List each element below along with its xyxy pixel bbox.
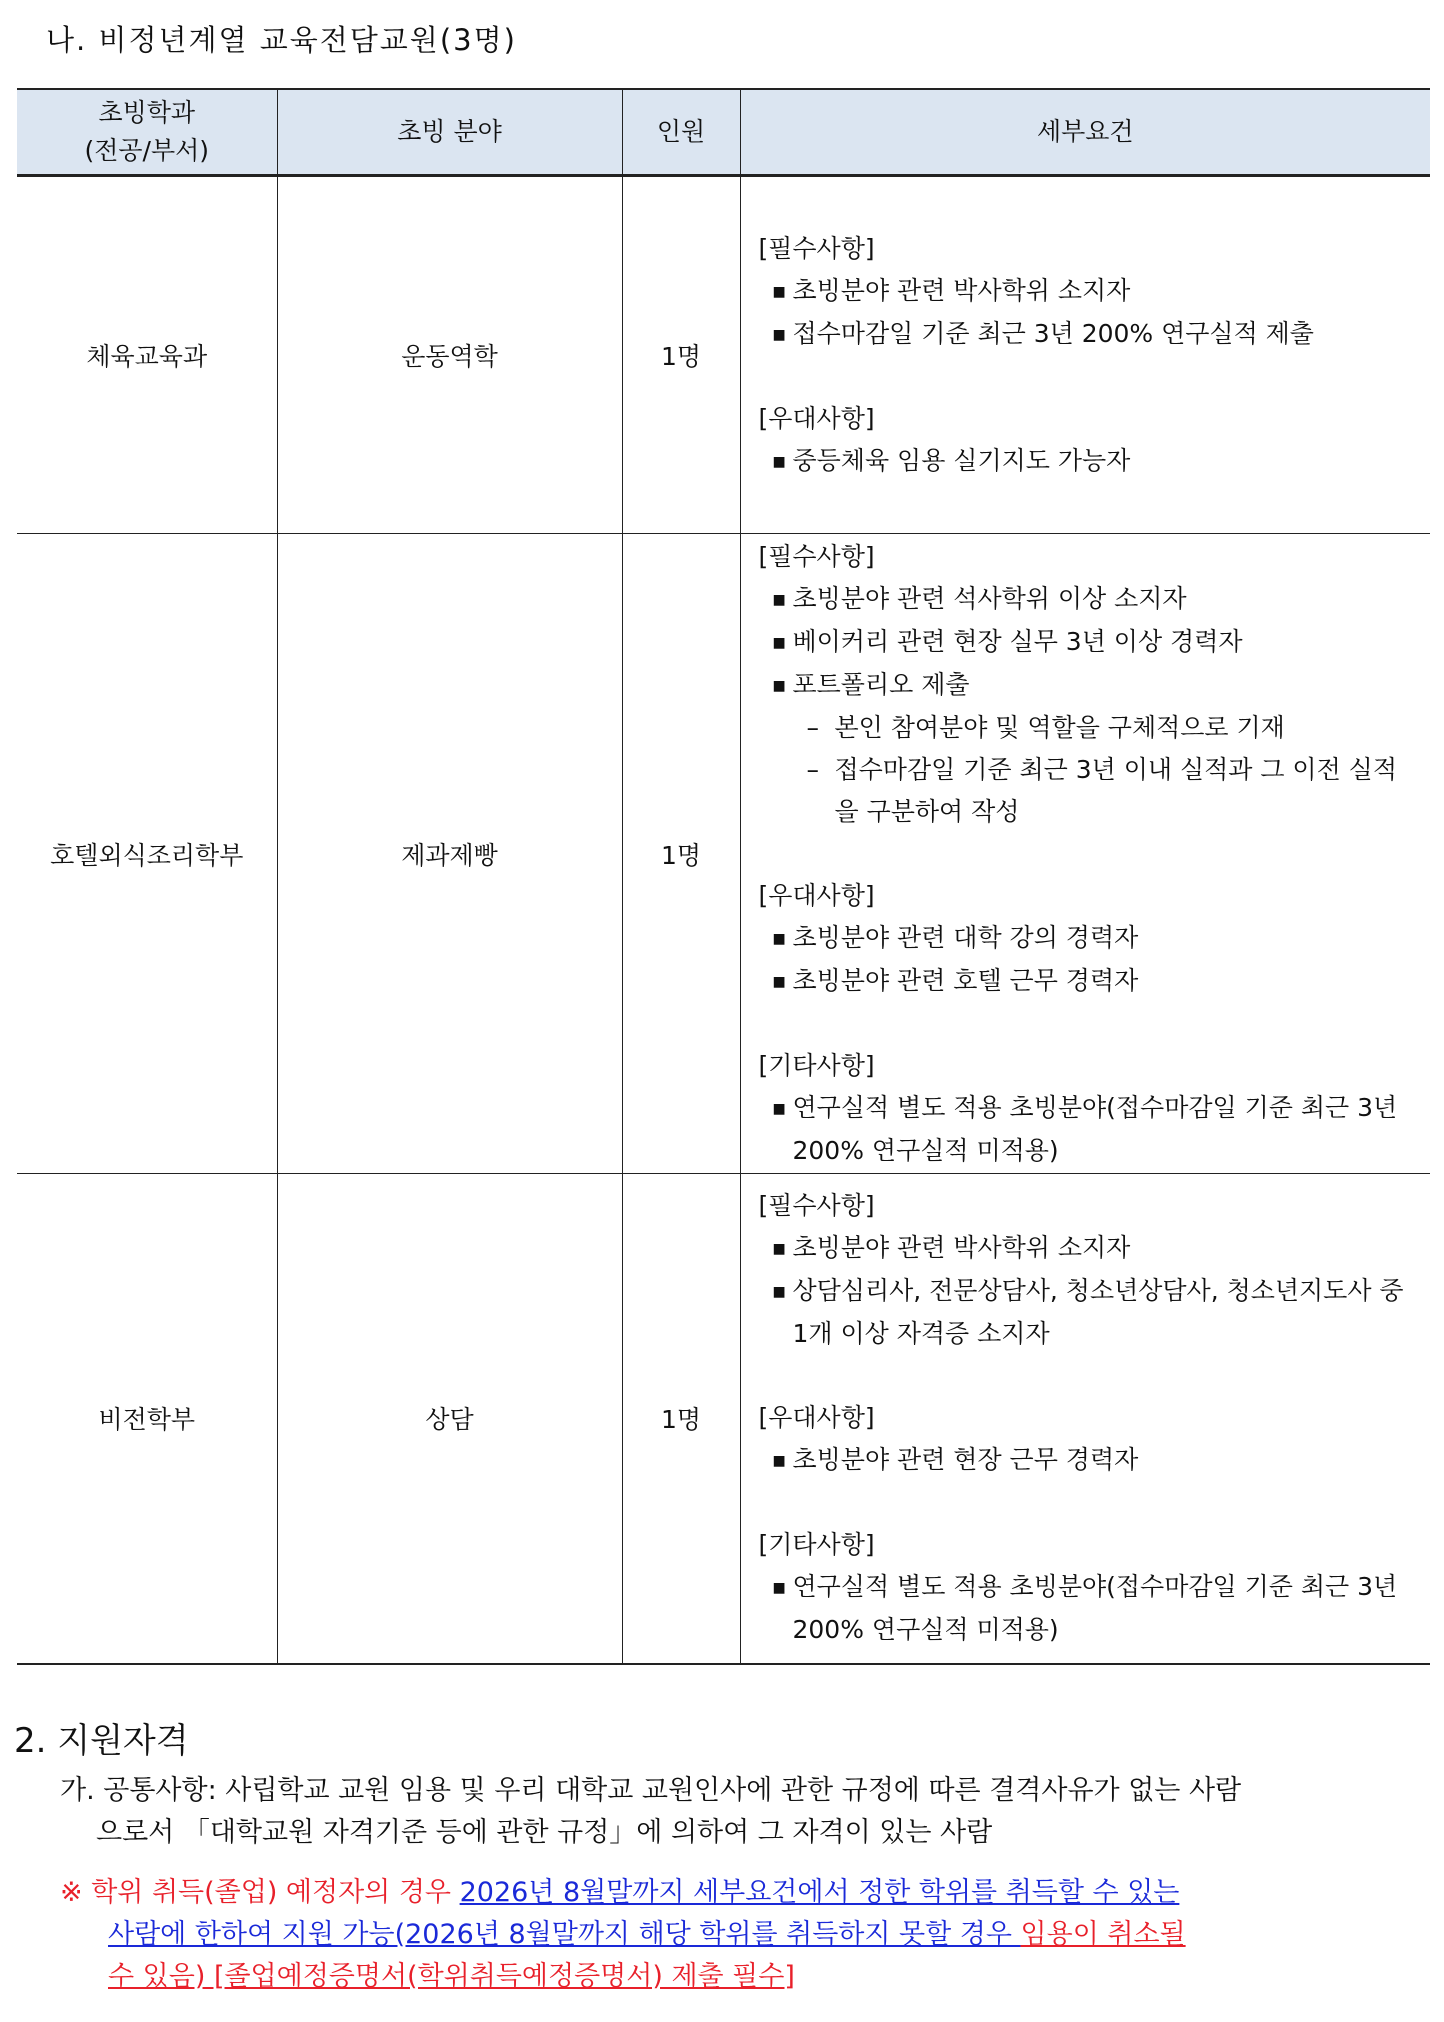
square-bullet-icon: ■: [772, 1100, 786, 1117]
dash-item: [759, 707, 1421, 749]
item-text: 초빙분야 관련 박사학위 소지자: [792, 275, 1131, 305]
header-requirements: 세부요건: [740, 89, 1430, 176]
cell-requirements: [740, 534, 1430, 1174]
note-blue-text-2: 사람에 한하여 지원 가능(2026년 8월말까지 해당 학위를 취득하지 못할 경우: [108, 1919, 1021, 1950]
cell-count: 1명: [622, 176, 740, 534]
section-title: 나. 비정년계열 교육전담교원(3명): [46, 23, 517, 57]
item-text: 연구실적 별도 적용 초빙분야(접수마감일 기준 최근 3년 200% 연구실적 미적용): [792, 1092, 1398, 1165]
qualification-heading: 2. 지원자격: [14, 1721, 189, 1761]
dash-item: [759, 749, 1421, 833]
requirement-group-title: [필수사항]: [758, 233, 875, 263]
bullet-item: [759, 1227, 1421, 1270]
square-bullet-icon: ■: [772, 591, 786, 608]
note-red-text-1: 학위 취득(졸업) 예정자의 경우: [82, 1877, 460, 1908]
dash-marker-icon: –: [806, 754, 819, 784]
cell-count: 1명: [622, 1174, 740, 1664]
bullet-item: [759, 621, 1421, 664]
item-text: 베이커리 관련 현장 실무 3년 이상 경력자: [792, 626, 1243, 656]
requirement-group-title: [필수사항]: [758, 1191, 875, 1221]
table-row: [17, 1174, 1430, 1664]
square-bullet-icon: ■: [772, 283, 786, 300]
item-text: 본인 참여분야 및 역할을 구체적으로 기재: [834, 712, 1285, 742]
requirement-group-title: [우대사항]: [758, 403, 875, 433]
requirement-group-title: [필수사항]: [758, 541, 875, 571]
common-text-line1: 사립학교 교원 임용 및 우리 대학교 교원인사에 관한 규정에 따른 결격사유가 없는 사람: [216, 1775, 1242, 1806]
item-text: 초빙분야 관련 박사학위 소지자: [792, 1233, 1131, 1263]
note-red-text-2: 임용이 취소될: [1020, 1919, 1186, 1950]
group-spacer: [759, 1482, 1421, 1524]
header-count: 인원: [622, 89, 740, 176]
reference-mark-icon: ※: [60, 1877, 83, 1908]
item-text: 포트폴리오 제출: [792, 669, 970, 699]
item-text: 중등체육 임용 실기지도 가능자: [792, 445, 1131, 475]
dash-marker-icon: –: [806, 712, 819, 742]
cell-dept: 호텔외식조리학부: [17, 534, 277, 1174]
common-label: 가. 공통사항:: [60, 1775, 217, 1806]
bullet-item: [759, 1270, 1421, 1355]
requirement-group-title: [기타사항]: [758, 1530, 875, 1560]
square-bullet-icon: ■: [772, 453, 786, 470]
requirement-group-title: [우대사항]: [758, 880, 875, 910]
common-text-line2: 으로서 「대학교원 자격기준 등에 관한 규정」에 의하여 그 자격이 있는 사람: [96, 1817, 993, 1848]
cell-dept: 체육교육과: [17, 176, 277, 534]
square-bullet-icon: ■: [772, 326, 786, 343]
item-text: 접수마감일 기준 최근 3년 이내 실적과 그 이전 실적을 구분하여 작성: [834, 754, 1397, 826]
table-row: [17, 534, 1430, 1174]
square-bullet-icon: ■: [772, 973, 786, 990]
group-spacer: [759, 1003, 1421, 1045]
cell-field: 운동역학: [277, 176, 622, 534]
bullet-item: [759, 313, 1421, 356]
item-text: 초빙분야 관련 현장 근무 경력자: [792, 1445, 1139, 1475]
note-blue-text-1: 2026년 8월말까지 세부요건에서 정한 학위를 취득할 수 있는: [459, 1877, 1180, 1908]
bullet-item: [759, 1566, 1421, 1651]
item-text: 연구실적 별도 적용 초빙분야(접수마감일 기준 최근 3년 200% 연구실적 미적용): [792, 1572, 1398, 1645]
group-spacer: [759, 356, 1421, 398]
bullet-item: [759, 1439, 1421, 1482]
bullet-item: [759, 917, 1421, 960]
cell-dept: 비전학부: [17, 1174, 277, 1664]
square-bullet-icon: ■: [772, 1453, 786, 1470]
item-text: 초빙분야 관련 석사학위 이상 소지자: [792, 583, 1187, 613]
square-bullet-icon: ■: [772, 677, 786, 694]
group-spacer: [759, 1355, 1421, 1397]
bullet-item: [759, 440, 1421, 483]
cell-requirements: [740, 176, 1430, 534]
cell-field: 제과제빵: [277, 534, 622, 1174]
requirement-group-title: [우대사항]: [758, 1403, 875, 1433]
header-field: 초빙 분야: [277, 89, 622, 176]
table-header-row: [17, 89, 1430, 176]
square-bullet-icon: ■: [772, 1241, 786, 1258]
bullet-item: [759, 664, 1421, 707]
degree-note: [60, 1872, 1430, 1998]
bullet-item: [759, 960, 1421, 1003]
bullet-item: [759, 1087, 1421, 1172]
requirement-group-title: [기타사항]: [758, 1050, 875, 1080]
square-bullet-icon: ■: [772, 1580, 786, 1597]
bullet-item: [759, 578, 1421, 621]
note-red-text-3: 수 있음) [졸업예정증명서(학위취득예정증명서) 제출 필수]: [108, 1961, 795, 1992]
cell-field: 상담: [277, 1174, 622, 1664]
cell-count: 1명: [622, 534, 740, 1174]
common-requirements: [60, 1770, 1430, 1854]
item-text: 상담심리사, 전문상담사, 청소년상담사, 청소년지도사 중 1개 이상 자격증 소지자: [792, 1276, 1404, 1349]
cell-requirements: [740, 1174, 1430, 1664]
bullet-item: [759, 270, 1421, 313]
note-line2: [60, 1914, 1430, 1956]
item-text: 접수마감일 기준 최근 3년 200% 연구실적 제출: [792, 318, 1314, 348]
recruitment-table: [17, 88, 1430, 1665]
header-dept: 초빙학과 (전공/부서): [17, 89, 277, 176]
group-spacer: [759, 833, 1421, 875]
square-bullet-icon: ■: [772, 634, 786, 651]
square-bullet-icon: ■: [772, 1284, 786, 1301]
item-text: 초빙분야 관련 호텔 근무 경력자: [792, 965, 1139, 995]
square-bullet-icon: ■: [772, 930, 786, 947]
table-row: [17, 176, 1430, 534]
item-text: 초빙분야 관련 대학 강의 경력자: [792, 922, 1139, 952]
